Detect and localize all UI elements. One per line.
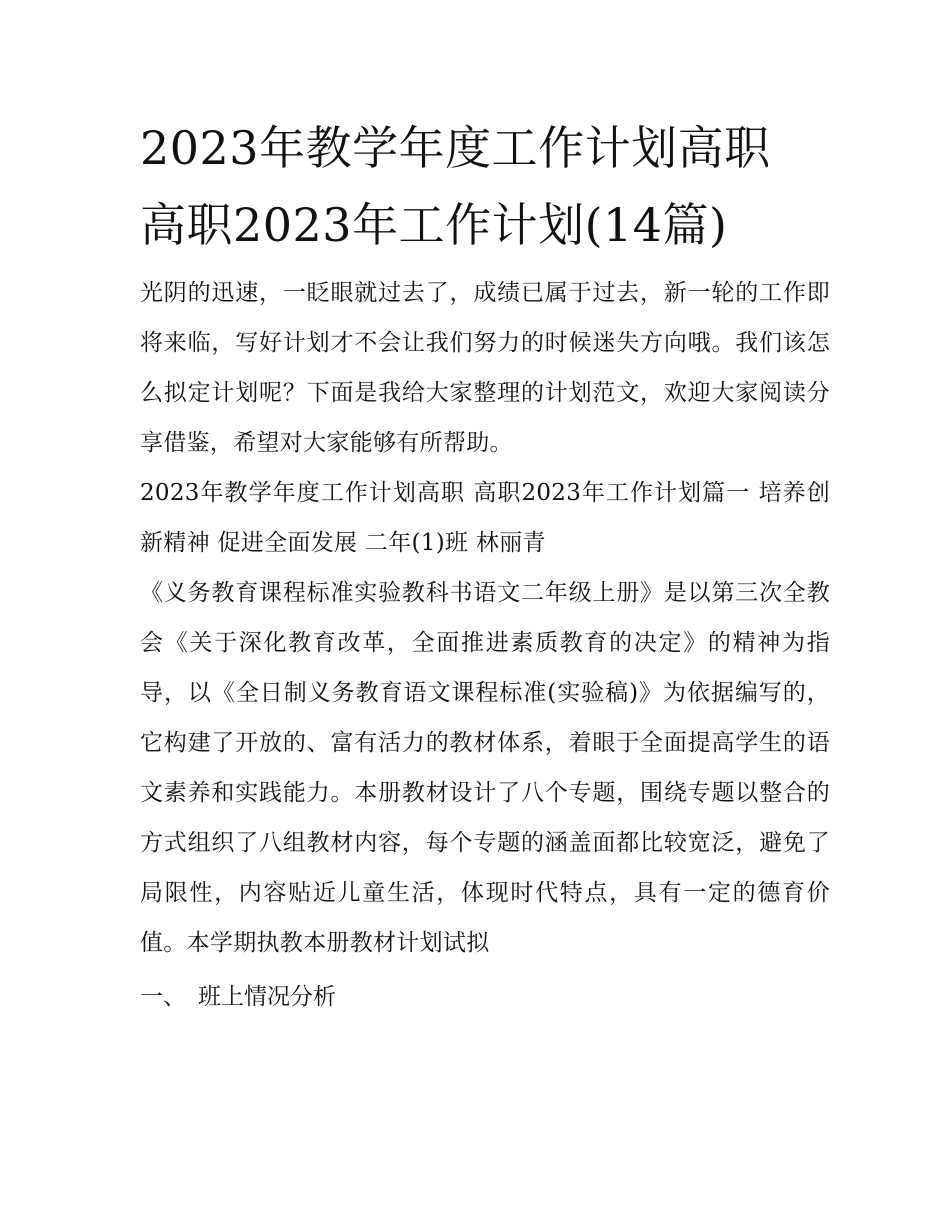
title-line-2: 高职2023年工作计划(14篇)	[140, 198, 728, 252]
document-page	[140, 110, 830, 1022]
intro-paragraph: 光阴的迅速，一眨眼就过去了，成绩已属于过去，新一轮的工作即将来临，写好计划才不会让我们努力的时候迷失方向哦。我们该怎么拟定计划呢？下面是我给大家整理的计划范文，欢迎大家阅读分享借鉴，希望对大家能够有所帮助。	[140, 280, 830, 456]
title-line-1: 2023年教学年度工作计划高职	[140, 121, 771, 175]
section-marker: 一、	[140, 984, 186, 1010]
subtitle-paragraph: 2023年教学年度工作计划高职 高职2023年工作计划篇一 培养创新精神 促进全面发展 二年(1)班 林丽青	[140, 480, 830, 556]
section-title: 班上情况分析	[198, 984, 336, 1010]
body-paragraph: 《义务教育课程标准实验教科书语文二年级上册》是以第三次全教会《关于深化教育改革，全面推进素质教育的决定》的精神为指导，以《全日制义务教育语文课程标准(实验稿)》为依据编写的，它构建了开放的、富有活力的教材体系，着眼于全面提高学生的语文素养和实践能力。本册教材设计了八个专题，围绕专题以整合的方式组织了八组教材内容，每个专题的涵盖面都比较宽泛，避免了局限性，内容贴近儿童生活，体现时代特点，具有一定的德育价值。本学期执教本册教材计划试拟	[140, 580, 830, 956]
document-title	[140, 110, 830, 264]
section-heading-1	[140, 972, 830, 1022]
